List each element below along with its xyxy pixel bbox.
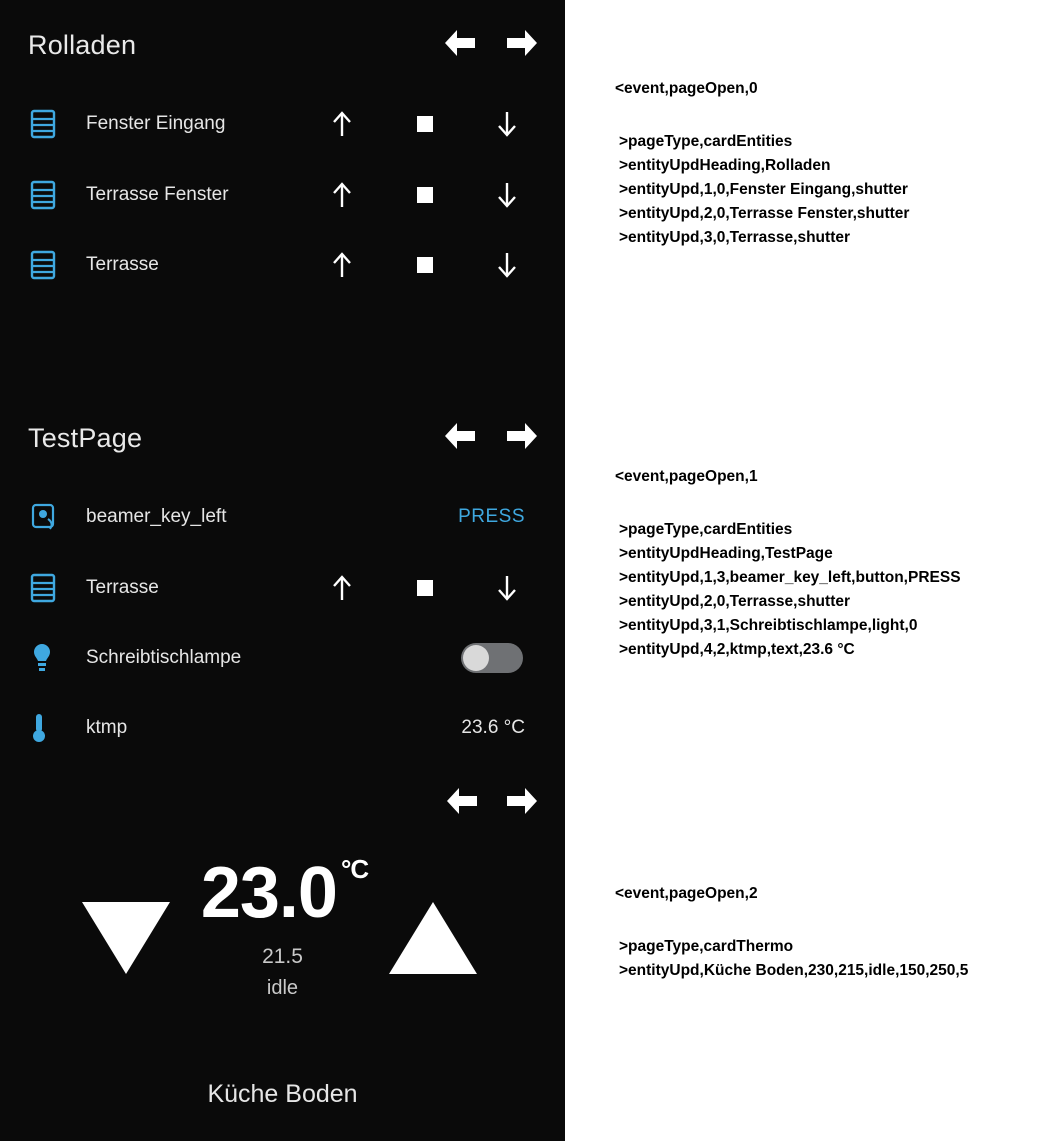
annotation-event: <event,pageOpen,1 — [615, 468, 758, 485]
page-title: TestPage — [28, 423, 143, 453]
arrow-left-icon[interactable] — [439, 419, 479, 453]
thermostat-name: Küche Boden — [207, 1080, 358, 1108]
shutter-down-icon[interactable] — [487, 107, 527, 141]
card-thermostat — [0, 770, 565, 1141]
shutter-up-icon[interactable] — [322, 107, 362, 141]
annotation-event: <event,pageOpen,0 — [615, 80, 758, 97]
annotation-line: >entityUpd,1,0,Fenster Eingang,shutter — [619, 181, 908, 199]
annotation-line: >entityUpd,2,0,Terrasse,shutter — [619, 593, 851, 611]
shutter-down-icon[interactable] — [487, 178, 527, 212]
annotation-line: >pageType,cardThermo — [619, 938, 794, 955]
annotation-line: >entityUpd,4,2,ktmp,text,23.6 °C — [619, 641, 855, 659]
list-item[interactable] — [0, 562, 565, 614]
shutter-controls — [322, 107, 527, 141]
list-item-label: Terrasse — [86, 577, 159, 598]
annotation-block-1 — [615, 468, 961, 662]
current-temperature-value: 23.0 — [200, 853, 337, 933]
annotation-event: <event,pageOpen,2 — [615, 885, 758, 902]
list-item[interactable] — [0, 239, 565, 291]
card-header-testpage — [0, 423, 565, 479]
thermometer-icon — [30, 712, 86, 744]
annotation-line: >pageType,cardEntities — [619, 521, 793, 538]
list-item-label: beamer_key_left — [86, 506, 227, 527]
shutter-stop-button[interactable] — [405, 107, 445, 141]
arrow-right-icon[interactable] — [503, 419, 543, 453]
target-temperature: 21.5 — [262, 945, 303, 968]
shutter-controls — [322, 178, 527, 212]
list-item[interactable] — [0, 632, 565, 684]
list-item-label: Terrasse — [86, 254, 159, 275]
shutter-icon — [30, 573, 86, 603]
shutter-up-icon[interactable] — [322, 248, 362, 282]
annotation-line: >entityUpd,3,0,Terrasse,shutter — [619, 229, 851, 247]
annotation-line: >entityUpdHeading,Rolladen — [619, 157, 831, 175]
card-header-rolladen — [0, 30, 565, 86]
annotation-panel — [565, 0, 1045, 1141]
list-item[interactable] — [0, 491, 565, 543]
temperature-value: 23.6 °C — [461, 717, 525, 738]
annotation-block-2 — [615, 885, 968, 983]
arrow-left-icon[interactable] — [439, 26, 479, 60]
list-item[interactable] — [0, 169, 565, 221]
shutter-controls — [322, 248, 527, 282]
list-item-label: Terrasse Fenster — [86, 184, 229, 205]
annotation-block-0 — [615, 80, 909, 250]
shutter-controls — [322, 571, 527, 605]
list-item — [0, 702, 565, 754]
bulb-icon — [30, 642, 86, 674]
shutter-stop-button[interactable] — [405, 571, 445, 605]
arrow-right-icon[interactable] — [503, 784, 543, 818]
current-temperature — [0, 852, 565, 934]
shutter-icon — [30, 180, 86, 210]
list-item-label: Fenster Eingang — [86, 113, 226, 134]
press-button[interactable]: PRESS — [458, 506, 525, 527]
annotation-line: >entityUpd,2,0,Terrasse Fenster,shutter — [619, 205, 910, 223]
temperature-unit: °C — [340, 854, 369, 884]
arrow-right-icon[interactable] — [503, 26, 543, 60]
annotation-line: >pageType,cardEntities — [619, 133, 793, 150]
nav-arrows — [439, 419, 543, 453]
list-item-label: ktmp — [86, 717, 128, 738]
list-item[interactable] — [0, 98, 565, 150]
annotation-line: >entityUpd,Küche Boden,230,215,idle,150,250,5 — [619, 962, 969, 980]
status-badge: idle — [266, 977, 299, 999]
nav-arrows — [441, 784, 543, 818]
page-title: Rolladen — [28, 30, 137, 60]
shutter-down-icon[interactable] — [487, 571, 527, 605]
shutter-stop-button[interactable] — [405, 178, 445, 212]
arrow-left-icon[interactable] — [441, 784, 481, 818]
button-icon — [30, 502, 86, 532]
list-item-label: Schreibtischlampe — [86, 647, 242, 668]
nav-arrows — [439, 26, 543, 60]
shutter-up-icon[interactable] — [322, 571, 362, 605]
annotation-line: >entityUpd,3,1,Schreibtischlampe,light,0 — [619, 617, 918, 635]
light-toggle[interactable] — [461, 643, 523, 673]
shutter-icon — [30, 109, 86, 139]
shutter-icon — [30, 250, 86, 280]
shutter-down-icon[interactable] — [487, 248, 527, 282]
shutter-up-icon[interactable] — [322, 178, 362, 212]
shutter-stop-button[interactable] — [405, 248, 445, 282]
toggle-knob — [463, 645, 489, 671]
annotation-line: >entityUpd,1,3,beamer_key_left,button,PRESS — [619, 569, 961, 587]
annotation-line: >entityUpdHeading,TestPage — [619, 545, 833, 563]
